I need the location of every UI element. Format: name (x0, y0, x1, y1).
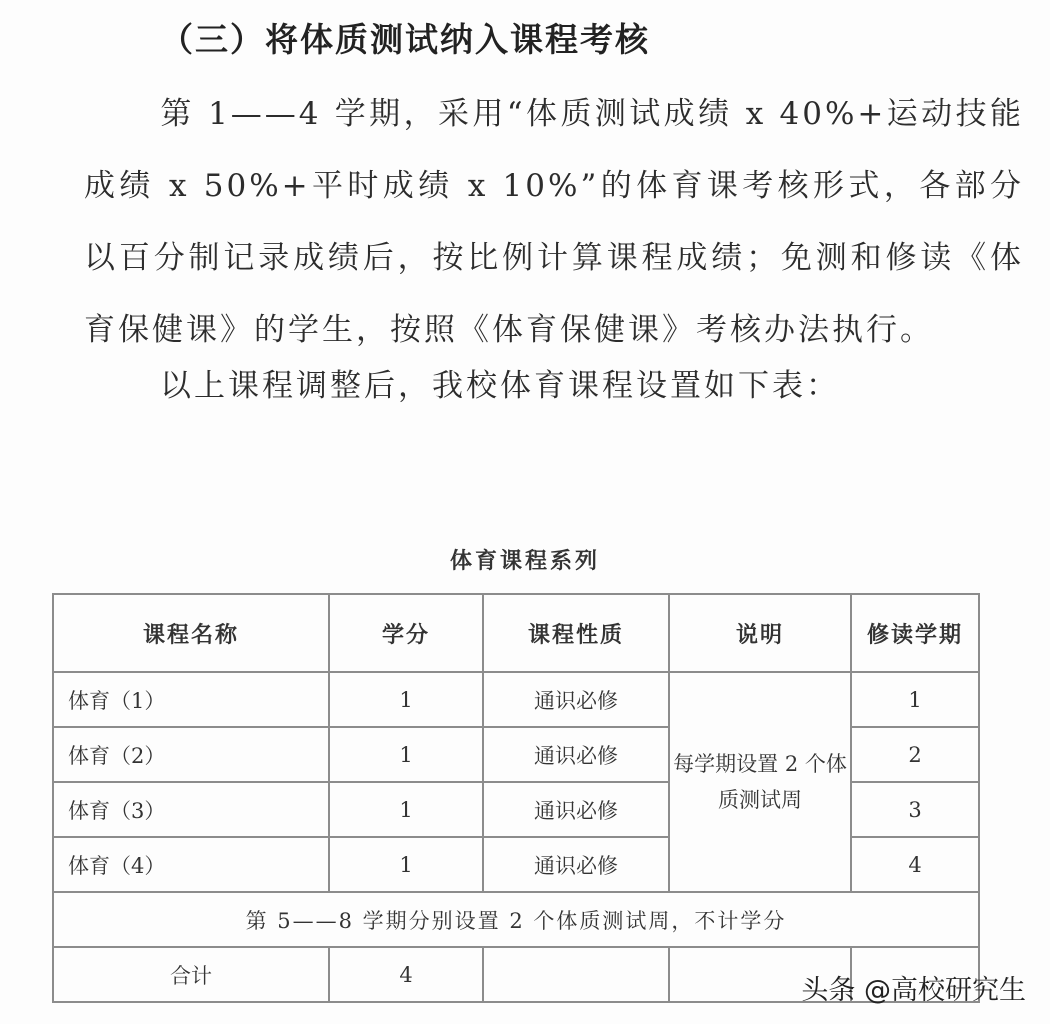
cell-course-type: 通识必修 (483, 782, 669, 837)
cell-empty (483, 947, 669, 1002)
header-note: 说明 (669, 594, 851, 672)
cell-term: 1 (851, 672, 979, 727)
cell-course-name: 体育（2） (53, 727, 329, 782)
cell-course-type: 通识必修 (483, 672, 669, 727)
cell-credit: 1 (329, 727, 483, 782)
cell-span-note: 第 5——8 学期分别设置 2 个体质测试周，不计学分 (53, 892, 979, 947)
cell-course-type: 通识必修 (483, 837, 669, 892)
cell-total-credit: 4 (329, 947, 483, 1002)
table-row (53, 672, 979, 727)
table-header-row (53, 594, 979, 672)
table-span-row (53, 892, 979, 947)
cell-term: 3 (851, 782, 979, 837)
cell-credit: 1 (329, 672, 483, 727)
header-credit: 学分 (329, 594, 483, 672)
cell-credit: 1 (329, 837, 483, 892)
header-term: 修读学期 (851, 594, 979, 672)
cell-course-name: 体育（1） (53, 672, 329, 727)
section-heading: （三）将体质测试纳入课程考核 (160, 20, 650, 59)
header-course-type: 课程性质 (483, 594, 669, 672)
paragraph-intro: 以上课程调整后，我校体育课程设置如下表： (160, 368, 840, 404)
cell-total-label: 合计 (53, 947, 329, 1002)
paragraph-text: 第 1——4 学期，采用“体质测试成绩 x 40%+运动技能成绩 x 50%+平时成绩 x 10%”的体育课考核形式，各部分以百分制记录成绩后，按比例计算课程成绩；免测和修读《体育保健课》的学生，按照《体育保健课》考核办法执行。 (84, 96, 1024, 348)
cell-course-name: 体育（3） (53, 782, 329, 837)
header-course-name: 课程名称 (53, 594, 329, 672)
course-table (52, 593, 980, 1003)
table-title: 体育课程系列 (449, 548, 600, 574)
cell-course-type: 通识必修 (483, 727, 669, 782)
cell-course-name: 体育（4） (53, 837, 329, 892)
cell-credit: 1 (329, 782, 483, 837)
paragraph-assessment (84, 78, 1024, 366)
cell-note: 每学期设置 2 个体质测试周 (669, 672, 851, 892)
watermark: 头条 @高校研究生 (801, 975, 1026, 1006)
cell-term: 2 (851, 727, 979, 782)
cell-term: 4 (851, 837, 979, 892)
